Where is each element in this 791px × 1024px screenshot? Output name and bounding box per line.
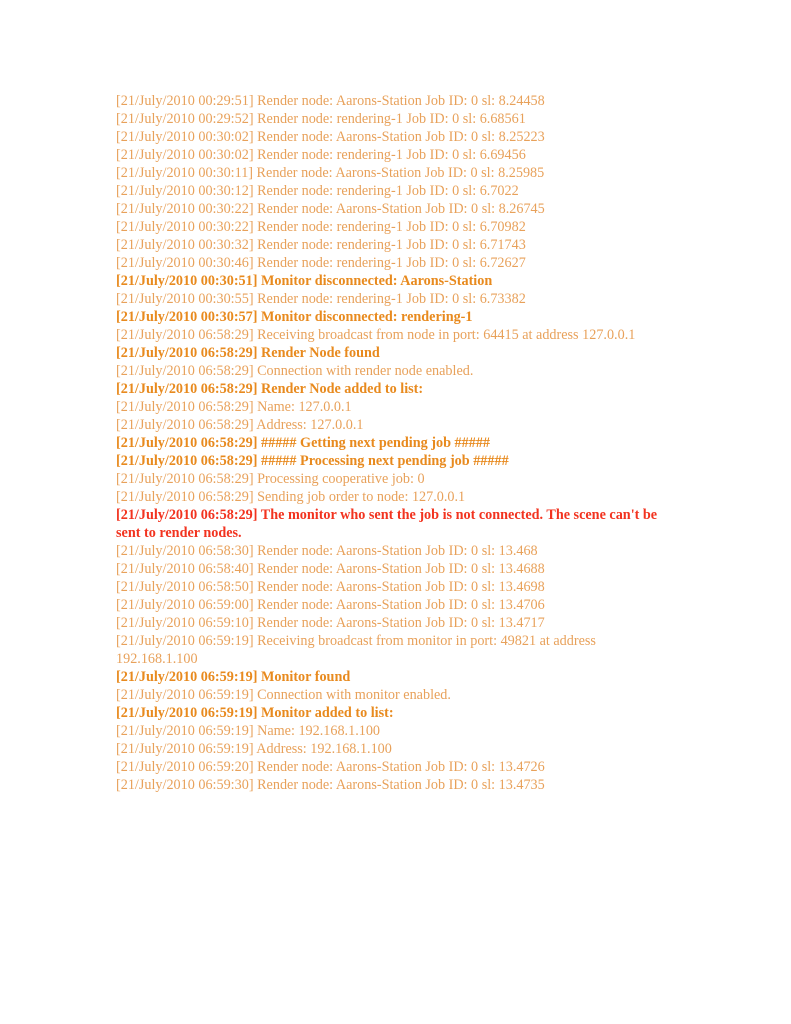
log-line: [21/July/2010 00:30:32] Render node: rendering-1 Job ID: 0 sl: 6.71743: [116, 237, 526, 253]
log-event-line: [21/July/2010 06:58:29] Render Node added to list:: [116, 381, 424, 397]
log-event-line: [21/July/2010 00:30:57] Monitor disconnected: rendering-1: [116, 309, 473, 325]
log-line: [21/July/2010 06:59:19] Address: 192.168.1.100: [116, 741, 392, 757]
log-line: [21/July/2010 06:58:29] Connection with render node enabled.: [116, 363, 474, 379]
log-event-line: [21/July/2010 06:58:29] Render Node found: [116, 345, 380, 361]
log-line: [21/July/2010 06:59:10] Render node: Aarons-Station Job ID: 0 sl: 13.4717: [116, 615, 545, 631]
log-event-line: [21/July/2010 06:58:29] ##### Getting next pending job #####: [116, 435, 491, 451]
log-line: [21/July/2010 06:58:29] Receiving broadcast from node in port: 64415 at address 127.0.0.1: [116, 327, 636, 343]
log-line: [21/July/2010 06:59:19] Receiving broadcast from monitor in port: 49821 at address 192.168.1.100: [116, 633, 596, 667]
log-event-line: [21/July/2010 06:59:19] Monitor found: [116, 669, 351, 685]
log-error-line: [21/July/2010 06:58:29] The monitor who sent the job is not connected. The scene can't be sent to render nodes.: [116, 507, 658, 541]
log-line: [21/July/2010 06:58:30] Render node: Aarons-Station Job ID: 0 sl: 13.468: [116, 543, 538, 559]
log-line: [21/July/2010 00:30:22] Render node: Aarons-Station Job ID: 0 sl: 8.26745: [116, 201, 545, 217]
log-line: [21/July/2010 00:30:22] Render node: rendering-1 Job ID: 0 sl: 6.70982: [116, 219, 526, 235]
log-line: [21/July/2010 06:58:29] Name: 127.0.0.1: [116, 399, 352, 415]
log-line: [21/July/2010 06:59:30] Render node: Aarons-Station Job ID: 0 sl: 13.4735: [116, 777, 545, 793]
log-line: [21/July/2010 06:58:29] Sending job order to node: 127.0.0.1: [116, 489, 466, 505]
log-line: [21/July/2010 00:30:02] Render node: rendering-1 Job ID: 0 sl: 6.69456: [116, 147, 526, 163]
log-line: [21/July/2010 00:29:52] Render node: rendering-1 Job ID: 0 sl: 6.68561: [116, 111, 526, 127]
log-line: [21/July/2010 00:30:12] Render node: rendering-1 Job ID: 0 sl: 6.7022: [116, 183, 519, 199]
log-line: [21/July/2010 00:30:55] Render node: rendering-1 Job ID: 0 sl: 6.73382: [116, 291, 526, 307]
log-line: [21/July/2010 06:58:40] Render node: Aarons-Station Job ID: 0 sl: 13.4688: [116, 561, 545, 577]
log-line: [21/July/2010 06:59:19] Name: 192.168.1.100: [116, 723, 381, 739]
log-line: [21/July/2010 00:30:46] Render node: rendering-1 Job ID: 0 sl: 6.72627: [116, 255, 526, 271]
log-event-line: [21/July/2010 00:30:51] Monitor disconnected: Aarons-Station: [116, 273, 493, 289]
log-event-line: [21/July/2010 06:58:29] ##### Processing next pending job #####: [116, 453, 509, 469]
log-line: [21/July/2010 00:29:51] Render node: Aarons-Station Job ID: 0 sl: 8.24458: [116, 93, 545, 109]
log-line: [21/July/2010 06:59:20] Render node: Aarons-Station Job ID: 0 sl: 13.4726: [116, 759, 545, 775]
log-line: [21/July/2010 06:58:29] Address: 127.0.0.1: [116, 417, 364, 433]
log-document: [116, 92, 676, 794]
log-line: [21/July/2010 06:59:00] Render node: Aarons-Station Job ID: 0 sl: 13.4706: [116, 597, 545, 613]
log-line: [21/July/2010 06:58:29] Processing cooperative job: 0: [116, 471, 425, 487]
log-line: [21/July/2010 06:58:50] Render node: Aarons-Station Job ID: 0 sl: 13.4698: [116, 579, 545, 595]
log-line: [21/July/2010 06:59:19] Connection with monitor enabled.: [116, 687, 451, 703]
log-event-line: [21/July/2010 06:59:19] Monitor added to list:: [116, 705, 394, 721]
log-line: [21/July/2010 00:30:02] Render node: Aarons-Station Job ID: 0 sl: 8.25223: [116, 129, 545, 145]
log-line: [21/July/2010 00:30:11] Render node: Aarons-Station Job ID: 0 sl: 8.25985: [116, 165, 545, 181]
